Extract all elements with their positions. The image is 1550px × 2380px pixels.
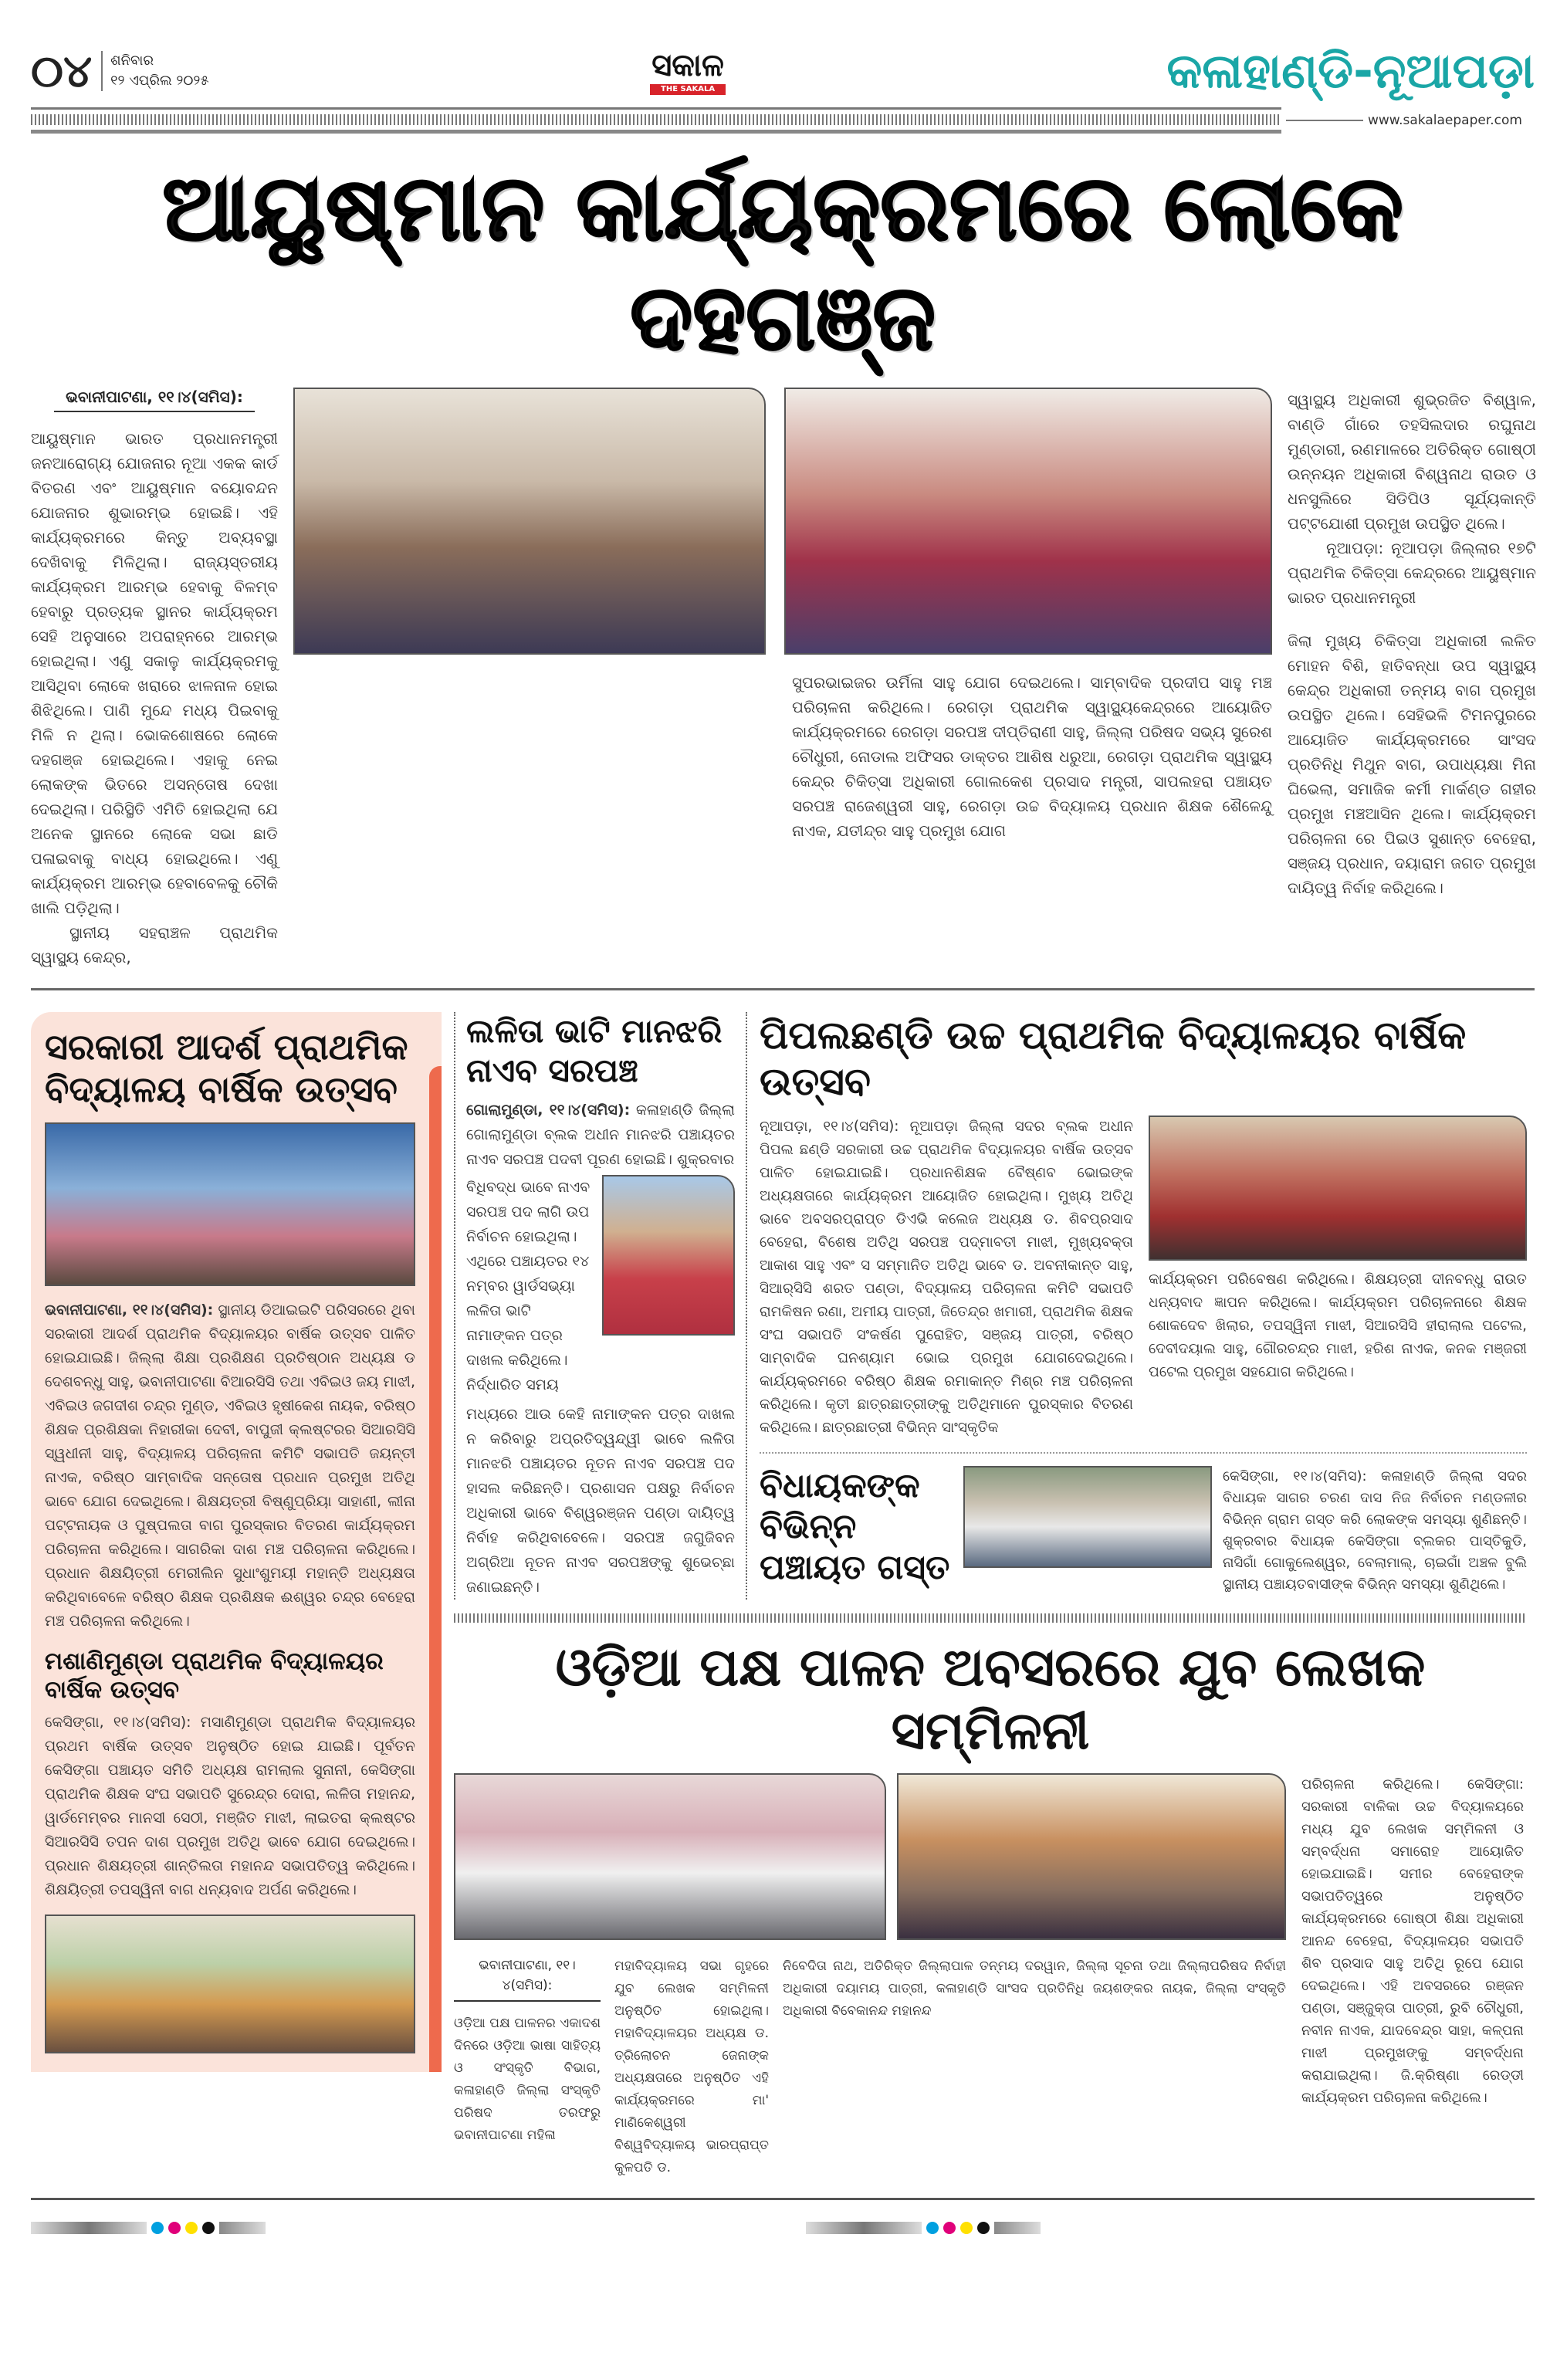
section-divider	[31, 988, 1535, 990]
main-center	[293, 388, 1272, 843]
youth-photos	[454, 1773, 1286, 1940]
photo-school-function	[45, 1122, 415, 1286]
lalita-body-bottom	[466, 1402, 735, 1600]
photo-mashanimunda-stage	[45, 1914, 415, 2053]
dateline: ଭବାନୀପାଟଣା, ୧୧।୪(ସମିସ):	[45, 1301, 214, 1319]
issue-day: ଶନିବାର	[110, 52, 154, 69]
paragraph: ଆୟୁଷ୍ମାନ ଭାରତ ପ୍ରଧାନମନ୍ତ୍ରୀ ଜନଆରୋଗ୍ୟ ଯୋଜନାର ନୂଆ ଏକକ କାର୍ଡ ବିତରଣ ଏବଂ ଆୟୁଷ୍ମାନ ବୟୋବନ୍ଦନ ଯୋଜନାର ଶୁଭାରମ୍ଭ ହୋଇଛି। ଏହି କାର୍ଯ୍ୟକ୍ରମରେ କିନ୍ତୁ ଅବ୍ୟବସ୍ଥା ଦେଖିବାକୁ ମିଳିଥିଲା। ରାଜ୍ୟସ୍ତରୀୟ କାର୍ଯ୍ୟକ୍ରମ ଆରମ୍ଭ ହେବାକୁ ବିଳମ୍ବ ହେବାରୁ ପ୍ରତ୍ୟକ ସ୍ଥାନର କାର୍ଯ୍ୟକ୍ରମ ସେହି ଅନୁସାରେ ଅପରାହ୍ନରେ ଆରମ୍ଭ ହୋଇଥିଲା। ଏଣୁ ସକାଳୁ କାର୍ଯ୍ୟକ୍ରମକୁ ଆସିଥିବା ଲୋକେ ଖରାରେ ଝାଳନାଳ ହୋଇ ଶିଝିଥିଲେ। ପାଣି ମୁନ୍ଦେ ମଧ୍ୟ ପିଇବାକୁ ମିଳି ନ ଥିଲା। ଭୋକଶୋଷରେ ଲୋକେ ଦହଗଞ୍ଜ ହୋଇଥିଲେ। ଏହାକୁ ନେଇ ଲୋକଙ୍କ ଭିତରେ ଅସନ୍ତୋଷ ଦେଖା ଦେଇଥିଲା। ପରିସ୍ଥିତି ଏମିତି ହୋଇଥିଲା ଯେ ଅନେକ ସ୍ଥାନରେ ଲୋକେ ସଭା ଛାଡି ପଳାଇବାକୁ ବାଧ୍ୟ ହୋଇଥିଲେ। ଏଣୁ କାର୍ଯ୍ୟକ୍ରମ ଆରମ୍ଭ ହେବାବେଳକୁ ଚୌକି ଖାଲି ପଡ଼ିଥିଲା।	[31, 429, 278, 918]
header-rules	[31, 107, 1535, 134]
youth-col-1	[454, 1955, 601, 2179]
bidhayak-headline: ବିଧାୟକଙ୍କ ବିଭିନ୍ନ ପଞ୍ଚାୟତ ଗସ୍ତ	[760, 1466, 950, 1587]
column-text	[454, 2013, 601, 2147]
dateline: କେସିଙ୍ଗା, ୧୧।୪(ସମିସ):	[45, 1713, 191, 1731]
main-column-1	[31, 388, 278, 970]
rule-stack	[31, 107, 1281, 134]
story-text: କଳାହାଣ୍ଡି ଜିଲ୍ଲା ଗୋଲାମୁଣ୍ଡା ବ୍ଲକ ଅଧୀନ ମାନଝରି ପଞ୍ଚାୟତର ନାଏବ ସରପଞ୍ଚ ପଦବୀ ପୂରଣ ହୋଇଛି। ଶୁକ୍ରବାର	[466, 1101, 735, 1168]
youth-main	[454, 1773, 1286, 2179]
story-text: ଓଡ଼ିଆ ପକ୍ଷ ପାଳନର ଏକାଦଶ ଦିନରେ ଓଡ଼ିଆ ଭାଷା ସାହିତ୍ୟ ଓ ସଂସ୍କୃତି ବିଭାଗ, କଳାହାଣ୍ଡି ଜିଲ୍ଲା ସଂସ୍କୃତି ପରିଷଦ ତରଫରୁ ଭବାନୀପାଟଣା ମହିଳା	[454, 2016, 601, 2144]
center-columns	[293, 670, 1272, 843]
main-column-right	[1288, 388, 1536, 900]
story-text: କାର୍ଯ୍ୟକ୍ରମ ପରିବେଷଣ କରିଥିଲେ। ଶିକ୍ଷୟତ୍ରୀ ଦୀନବନ୍ଧୁ ରାଉତ ଧନ୍ୟବାଦ ଜ୍ଞାପନ କରିଥିଲେ। କାର୍ଯ୍ୟକ୍ରମ ପରିଚାଳନାରେ ଶିକ୍ଷକ ଶୋକଦେବ ଖିଲାର, ତପସ୍ୱିନୀ ମାଝୀ, ସିଆରସିସି ହୀରାଲାଲ ପଟେଲ, ଦେବୀଦୟାଲ ସାହୁ, ଗୌରଚନ୍ଦ୍ର ମାଝୀ, ହରିଶ ନାଏକ, କନକ ମଞ୍ଜରୀ ପଟେଲ ପ୍ରମୁଖ ସହଯୋଗ କରିଥିଲେ।	[1149, 1271, 1527, 1381]
adarsha-headline: ସରକାରୀ ଆଦର୍ଶ ପ୍ରାଥମିକ ବିଦ୍ୟାଳୟ ବାର୍ଷିକ ଉତ୍ସବ	[45, 1026, 408, 1111]
photo-piplachhanti-award	[1149, 1116, 1527, 1261]
issue-date: ୧୨ ଏପ୍ରିଲ ୨୦୨୫	[110, 73, 209, 89]
right-area	[454, 1012, 1527, 2179]
photo-lalita-bhati	[602, 1175, 735, 1336]
hatched-rule	[31, 114, 1281, 125]
website-rule	[1286, 120, 1363, 121]
website[interactable]: www.sakalaepaper.com	[1368, 113, 1522, 128]
piplachhanti-body-left	[760, 1116, 1133, 1440]
color-registration-bar-left	[31, 2222, 266, 2234]
youth-headline: ଓଡ଼ିଆ ପକ୍ଷ ପାଳନ ଅବସରରେ ଯୁବ ଲେଖକ ସମ୍ମିଳନୀ	[555, 1637, 1426, 1762]
dateline: ନୂଆପଡ଼ା, ୧୧।୪(ସମିସ):	[760, 1119, 899, 1136]
piplachhanti-body-right	[1149, 1268, 1527, 1384]
dateline: ଭବାନୀପାଟଣା, ୧୧।୪(ସମିସ):	[66, 388, 243, 407]
main-column-2	[293, 670, 773, 843]
bidhayak-body	[1223, 1466, 1527, 1596]
story-text: ମଧ୍ୟରେ ଆଉ କେହି ନାମାଙ୍କନ ପତ୍ର ଦାଖଲ ନ କରିବାରୁ ଅପ୍ରତିଦ୍ୱନ୍ଦ୍ୱୀ ଭାବେ ଲଳିତା ମାନଝରି ପଞ୍ଚାୟତର ନୂତନ ନାଏବ ସରପଞ୍ଚ ପଦ ହାସଲ କରିଛନ୍ତି। ପ୍ରଶାସନ ପକ୍ଷରୁ ନିର୍ବାଚନ ଅଧିକାରୀ ଭାବେ ବିଶ୍ୱରଞ୍ଜନ ପଣ୍ଡା ଦାୟିତ୍ୱ ନିର୍ବାହ କରିଥିବାବେଳେ। ସରପଞ୍ଚ ଜଗୁଜିବନ ଅଗ୍ରିଆ ନୂତନ ନାଏବ ସରପଞ୍ଚଙ୍କୁ ଶୁଭେଚ୍ଛା ଜଣାଇଛନ୍ତି।	[466, 1405, 735, 1596]
paragraph: ସୁପରଭାଇଜର ଉର୍ମିଳା ସାହୁ ଯୋଗ ଦେଇଥଲେ। ସାମ୍ବାଦିକ ପ୍ରଦୀପ ସାହୁ ମଞ୍ଚ ପରିଚାଳନା କରିଥିଲେ। ରେଗଡ଼ା ପ୍ରାଥମିକ ସ୍ୱାସ୍ଥ୍ୟକେନ୍ଦ୍ରରେ ଆୟୋଜିତ କାର୍ଯ୍ୟକ୍ରମରେ ରେଗଡ଼ା ସରପଞ୍ଚ ଦୀପ୍ତିରାଣୀ ସାହୁ, ଜିଲ୍ଲା ପରିଷଦ ସଭ୍ୟ ସୁରେଶ ଚୌଧୁରୀ, ନୋଡାଲ ଅଫିସର ଡାକ୍ତର ଆଶିଷ ଧରୁଆ, ରେଗଡ଼ା ପ୍ରାଥମିକ ସ୍ୱାସ୍ଥ୍ୟ କେନ୍ଦ୍ର ଚିକିତ୍ସା ଅଧିକାରୀ ଗୋଲକେଶ ପ୍ରସାଦ ମନ୍ତ୍ରୀ, ସାପଲହରା ପଞ୍ଚାୟତ ସରପଞ୍ଚ ରାଜେଶ୍ୱରୀ ସାହୁ, ରେଗଡ଼ା ଉଚ୍ଚ ବିଦ୍ୟାଳୟ ପ୍ରଧାନ ଶିକ୍ଷକ ଶୈଳେନ୍ଦୁ ନାଏକ, ଯତୀନ୍ଦ୍ର ସାହୁ ପ୍ରମୁଖ ଯୋଗ	[792, 673, 1272, 841]
youth-col-2	[614, 1955, 769, 2179]
photo-youth-meet-stage	[454, 1773, 886, 1940]
section-title: କଳାହାଣ୍ଡି-ନୂଆପଡ଼ା	[1166, 42, 1535, 99]
issue-date-block	[101, 51, 208, 91]
story-text: ନୂଆପଡ଼ା ଜିଲ୍ଲା ସଦର ବ୍ଲକ ଅଧୀନ ପିପଲ ଛଣ୍ଡି ସରକାରୀ ଉଚ୍ଚ ପ୍ରାଥମିକ ବିଦ୍ୟାଳୟର ବାର୍ଷିକ ଉତ୍ସବ ପାଳିତ ହୋଇଯାଇଛି। ପ୍ରଧାନଶିକ୍ଷକ ବୈଷ୍ଣବ ଭୋଇଙ୍କ ଅଧ୍ୟକ୍ଷତାରେ କାର୍ଯ୍ୟକ୍ରମ ଆୟୋଜିତ ହୋଇଥିଲା। ମୁଖ୍ୟ ଅତିଥି ଭାବେ ଅବସରପ୍ରାପ୍ତ ଡିଏଭି କଲେଜ ଅଧ୍ୟକ୍ଷ ଡ. ଶିବପ୍ରସାଦ ବେହେରା, ବିଶେଷ ଅତିଥି ସରପଞ୍ଚ ପଦ୍ମାବତୀ ମାଝୀ, ମୁଖ୍ୟବକ୍ତା ଆକାଶ ସାହୁ ଏବଂ ସ ସମ୍ମାନିତ ଅତିଥି ଭାବେ ଡ. ଅବନୀକାନ୍ତ ସାହୁ, ସିଆର୍‌ସିସି ଶରତ ପଣ୍ଡା, ବିଦ୍ୟାଳୟ ପରିଚାଳନା କମିଟି ସଭାପତି ରାମକିଷନ ରଣା, ଅମୀୟ ପାତ୍ରୀ, ଜିତେନ୍ଦ୍ର ଖମାରୀ, ପ୍ରାଥମିକ ଶିକ୍ଷକ ସଂଘ ସଭାପତି ସଂକର୍ଷଣ ପୁରୋହିତ, ସଞ୍ଜୟ ପାତ୍ରୀ, ବରିଷ୍ଠ ସାମ୍ବାଦିକ ଘନଶ୍ୟାମ ଭୋଇ ପ୍ରମୁଖ ଯୋଗଦେଇଥିଲେ। କାର୍ଯ୍ୟକ୍ରମରେ ବରିଷ୍ଠ ଶିକ୍ଷକ ରମାକାନ୍ତ ମିଶ୍ର ମଞ୍ଚ ପରିଚାଳନା କରିଥିଲେ। କୃତୀ ଛାତ୍ରଛାତ୍ରୀଙ୍କୁ ଅତିଥିମାନେ ପୁରସ୍କାର ବିତରଣ କରିଥିଲେ। ଛାତ୍ରଛାତ୍ରୀ ବିଭିନ୍ନ ସାଂସ୍କୃତିକ	[760, 1119, 1133, 1437]
lower-section	[31, 1012, 1535, 2179]
main-headline: ଆୟୁଷ୍ମାନ କାର୍ଯ୍ୟକ୍ରମରେ ଲୋକେ ଦହଗଞ୍ଜ	[162, 154, 1403, 371]
paragraph: ସ୍ୱାସ୍ଥ୍ୟ ଅଧିକାରୀ ଶୁଭ୍ରଜିତ ବିଶ୍ୱାଳ, ବାଣ୍ଡି ଗାଁରେ ତହସିଲଦାର ରଘୁନାଥ ମୁଣ୍ଡାରୀ, ରଣମାଳରେ ଅତିରିକ୍ତ ଗୋଷ୍ଠୀ ଉନ୍ନୟନ ଅଧିକାରୀ ବିଶ୍ୱନାଥ ରାଉତ ଓ ଧନସୁଲିରେ ସିଡିପିଓ ସୂର୍ଯ୍ୟକାନ୍ତି ପଟ୍ଟଯୋଶୀ ପ୍ରମୁଖ ଉପସ୍ଥିତ ଥିଲେ।	[1288, 391, 1536, 533]
bidhayak-row	[760, 1466, 1527, 1596]
youth-col-3	[783, 1955, 1286, 2179]
lalita-body-top	[466, 1098, 735, 1172]
bottom-rule	[31, 130, 1281, 134]
sakala-logo	[638, 47, 738, 95]
youth-story	[454, 1773, 1527, 2179]
piplachhanti-row	[760, 1116, 1527, 1440]
youth-columns	[454, 1955, 1286, 2179]
column-text	[31, 426, 278, 970]
dateline: ଗୋଲାମୁଣ୍ଡା, ୧୧।୪(ସମିସ):	[466, 1101, 631, 1119]
color-registration-bar-right	[806, 2222, 1041, 2234]
lalita-side-row	[466, 1175, 735, 1397]
main-column-3	[792, 670, 1272, 843]
logo-subtitle: THE SAKALA	[650, 84, 726, 95]
top-row	[454, 1012, 1527, 1600]
photos-row	[293, 388, 1272, 655]
main-story	[31, 388, 1535, 970]
photo-youth-felicitation	[897, 1773, 1286, 1940]
main-dateline	[54, 388, 255, 412]
logo-text: ସକାଳ	[651, 48, 724, 83]
hatched-divider	[454, 1613, 1527, 1623]
story-text: ମହାବିଦ୍ୟାଳୟ ସଭା ଗୃହରେ ଯୁବ ଲେଖକ ସମ୍ମିଳନୀ ଅନୁଷ୍ଠିତ ହୋଇଥିଲା। ମହାବିଦ୍ୟାଳୟର ଅଧ୍ୟକ୍ଷ ଡ. ତ୍ରିଲୋଚନ ଜେନାଙ୍କ ଅଧ୍ୟକ୍ଷତାରେ ଅନୁଷ୍ଠିତ ଏହି କାର୍ଯ୍ୟକ୍ରମରେ ମା' ମାଣିକେଶ୍ୱରୀ ବିଶ୍ୱବିଦ୍ୟାଳୟ ଭାରପ୍ରାପ୍ତ କୁଳପତି ଡ.	[614, 1959, 769, 2176]
youth-dateline-wrap	[454, 1955, 601, 2002]
story-text: ସ୍ଥାନୀୟ ଡିଆଇଇଟି ପରିସରରେ ଥିବା ସରକାରୀ ଆଦର୍ଶ ପ୍ରାଥମିକ ବିଦ୍ୟାଳୟର ବାର୍ଷିକ ଉତ୍ସବ ପାଳିତ ହୋଇଯାଇଛି। ଜିଲ୍ଲା ଶିକ୍ଷା ପ୍ରଶିକ୍ଷଣ ପ୍ରତିଷ୍ଠାନ ଅଧ୍ୟକ୍ଷ ଡ ଦେଶବନ୍ଧୁ ସାହୁ, ଭବାନୀପାଟଣା ବିଆରସିସି ତଥା ଏବିଇଓ ଜୟ ମାଝୀ, ଏବିଇଓ ଜଗଦୀଶ ଚନ୍ଦ୍ର ମୁଣ୍ଡ, ଏବିଇଓ ହୃଷୀକେଶ ନାୟକ, ବରିଷ୍ଠ ଶିକ୍ଷକ ପ୍ରଶିକ୍ଷକା ନିହାରୀକା ଦେବୀ, ବାପୁଜୀ କ୍ଲଷ୍ଟରର ସିଆରସିସି ସ୍ୱଧୀନୀ ସାହୁ, ବିଦ୍ୟାଳୟ ପରିଚାଳନା କମିଟି ସଭାପତି ଜୟନ୍ତୀ ନାଏକ, ବରିଷ୍ଠ ସାମ୍ବାଦିକ ସନ୍ତୋଷ ପ୍ରଧାନ ପ୍ରମୁଖ ଅତିଥି ଭାବେ ଯୋଗ ଦେଇଥିଲେ। ଶିକ୍ଷୟତ୍ରୀ ବିଷ୍ଣୁପ୍ରିୟା ସାହାଣୀ, ଲୀନା ପଟ୍ଟନାୟକ ଓ ପୁଷ୍ପଲତା ବାଗ ପୁରସ୍କାର ବିତରଣ କାର୍ଯ୍ୟକ୍ରମ ପରିଚାଳନା କରିଥିଲେ। ସାଗରିକା ଦାଶ ମଞ୍ଚ ପରିଚାଳନା କରିଥିଲେ। ପ୍ରଧାନ ଶିକ୍ଷୟିତ୍ରୀ ମେରୀଲିନ ସୁଧାଂଶୁମୟୀ ମହାନ୍ତି ଅଧ୍ୟକ୍ଷତା କରିଥିବାବେଳେ ବରିଷ୍ଠ ଶିକ୍ଷକ ପ୍ରଶିକ୍ଷକ ଈଶ୍ୱର ଚନ୍ଦ୍ର ବେହେରା ମଞ୍ଚ ପରିଚାଳନା କରିଥିଲେ।	[45, 1301, 416, 1630]
footer	[31, 2198, 1535, 2234]
school-stories-box	[31, 1012, 442, 2072]
lalita-body-side	[466, 1175, 593, 1397]
masthead	[31, 0, 1535, 100]
lalita-headline: ଲଳିତା ଭାଟି ମାନଝରି ନାଏବ ସରପଞ୍ଚ	[466, 1012, 723, 1089]
story-text: ମସାଣିମୁଣ୍ଡା ପ୍ରାଥମିକ ବିଦ୍ୟାଳୟର ପ୍ରଥମ ବାର୍ଷିକ ଉତ୍ସବ ଅନୁଷ୍ଠିତ ହୋଇ ଯାଇଛି। ପୂର୍ବତନ କେସିଙ୍ଗା ପଞ୍ଚାୟତ ସମିତି ଅଧ୍ୟକ୍ଷ ରାମଲାଲ ସୁନାନୀ, କେସିଙ୍ଗା ପ୍ରାଥମିକ ଶିକ୍ଷକ ସଂଘ ସଭାପତି ସୁରେନ୍ଦ୍ର ଦୋରା, ଲଳିତା ମହାନନ୍ଦ, ୱାର୍ଡମେମ୍ବର ମାନସୀ ସେଠୀ, ମଞ୍ଜିତ ମାଝୀ, ଲାଇତରା କ୍ଲଷ୍ଟର ସିଆରସିସି ତପନ ଦାଶ ପ୍ରମୁଖ ଅତିଥି ଭାବେ ଯୋଗ ଦେଇଥିଲେ। ପ୍ରଧାନ ଶିକ୍ଷୟତ୍ରୀ ଶାନ୍ତିଲତା ମହାନନ୍ଦ ସଭାପତିତ୍ୱ କରିଥିଲେ। ଶିକ୍ଷୟିତ୍ରୀ ତପସ୍ୱିନୀ ବାଗ ଧନ୍ୟବାଦ ଅର୍ପଣ କରିଥିଲେ।	[45, 1713, 415, 1898]
lalita-story	[454, 1012, 747, 1600]
paragraph: ଜିଲା ମୁଖ୍ୟ ଚିକିତ୍ସା ଅଧିକାରୀ ଲଳିତ ମୋହନ ବିଶି, ହାତିବନ୍ଧା ଉପ ସ୍ୱାସ୍ଥ୍ୟ କେନ୍ଦ୍ର ଅଧିକାରୀ ତନ୍ମୟ ବାଗ ପ୍ରମୁଖ ଉପସ୍ଥିତ ଥିଲେ। ସେହିଭଳି ଟିମନପୁରରେ ଆୟୋଜିତ କାର୍ଯ୍ୟକ୍ରମରେ ସାଂସଦ ପ୍ରତିନିଧି ମିଥୁନ ବାଗ, ଉପାଧ୍ୟକ୍ଷା ମିନା ଘିଭେଲା, ସମାଜିକ କର୍ମୀ ମାର୍କଣ୍ଡ ଗହୀର ପ୍ରମୁଖ ମଞ୍ଚଆସିନ ଥିଲେ। କାର୍ଯ୍ୟକ୍ରମ ପରିଚାଳନା ରେ ପିଇଓ ସୁଶାନ୍ତ ବେହେରା, ସଞ୍ଜୟ ପ୍ରଧାନ, ଦୟାରାମ ଜଗତ ପ୍ରମୁଖ ଦାୟିତ୍ୱ ନିର୍ବାହ କରିଥିଲେ।	[1288, 631, 1536, 898]
piplachhanti-right	[1149, 1116, 1527, 1384]
story-text: କଳାହାଣ୍ଡି ଜିଲ୍ଲା ସଦର ବିଧାୟକ ସାଗର ଚରଣ ଦାସ ନିଜ ନିର୍ବାଚନ ମଣ୍ଡଳୀର ବିଭିନ୍ନ ଗ୍ରାମ ଗସ୍ତ କରି ଲୋକଙ୍କ ସମସ୍ୟା ଶୁଣିଛନ୍ତି। ଶୁକ୍ରବାର ବିଧାୟକ କେସିଙ୍ଗା ବ୍ଲକର ପାସ୍ତିକୁଡି, ନାସିଗାଁ ଗୋକୁଲେଶ୍ୱର, ବେଲାମାଲ୍, ଚାଇଗାଁ ଅଞ୍ଚଳ ବୁଲି ସ୍ଥାନୀୟ ପଞ୍ଚାୟତବାସୀଙ୍କ ବିଭିନ୍ନ ସମସ୍ୟା ଶୁଣିଥିଲେ।	[1223, 1468, 1527, 1593]
youth-right-column	[1301, 1773, 1524, 2109]
dateline: ଭବାନୀପାଟଣା, ୧୧।୪(ସମିସ):	[479, 1958, 576, 1994]
story-text: ବିଧିବଦ୍ଧ ଭାବେ ନାଏବ ସରପଞ୍ଚ ପଦ ଲାଗି ଉପ ନିର୍ବାଚନ ହୋଇଥିଲା। ଏଥିରେ ପଞ୍ଚାୟତର ୧୪ ନମ୍ବର ୱାର୍ଡସଭ୍ୟା ଲଳିତା ଭାଟି ନାମାଙ୍କନ ପତ୍ର ଦାଖଲ କରିଥିଲେ। ନିର୍ଦ୍ଧାରିତ ସମୟ	[466, 1178, 591, 1393]
paragraph: ନୂଆପଡ଼ା: ନୂଆପଡ଼ା ଜିଲ୍ଲାର ୧୭ଟି ପ୍ରାଥମିକ ଚିକିତ୍ସା କେନ୍ଦ୍ରରେ ଆୟୁଷ୍ମାନ ଭାରତ ପ୍ରଧାନମନ୍ତ୍ରୀ	[1288, 539, 1536, 608]
adarsha-body	[45, 1298, 415, 1633]
mashanimunda-body	[45, 1711, 415, 1902]
issue-info	[31, 46, 209, 96]
mashanimunda-headline: ମଶାଣିମୁଣ୍ଡା ପ୍ରାଥମିକ ବିଦ୍ୟାଳୟର ବାର୍ଷିକ ଉତ୍ସବ	[45, 1647, 384, 1704]
piplachhanti-headline: ପିପଲଛଣ୍ଡି ଉଚ୍ଚ ପ୍ରାଥମିକ ବିଦ୍ୟାଳୟର ବାର୍ଷିକ ଉତ୍ସବ	[760, 1013, 1467, 1105]
photo-card-distribution	[293, 388, 766, 655]
top-rule	[31, 107, 1281, 110]
page-number: ୦୪	[31, 45, 93, 97]
paragraph: ସ୍ଥାନୀୟ ସହରାଞ୍ଚଳ ପ୍ରାଥମିକ ସ୍ୱାସ୍ଥ୍ୟ କେନ୍ଦ୍ର,	[31, 923, 278, 967]
story-text: ପରିଚାଳନା କରିଥିଲେ। କେସିଙ୍ଗା: ସରକାରୀ ବାଳିକା ଉଚ୍ଚ ବିଦ୍ୟାଳୟରେ ମଧ୍ୟ ଯୁବ ଲେଖକ ସମ୍ମିଳନୀ ଓ ସମ୍ବର୍ଦ୍ଧନା ସମାରୋହ ଆୟୋଜିତ ହୋଇଯାଇଛି। ସମୀର ବେହେରାଙ୍କ ସଭାପତିତ୍ୱରେ ଅନୁଷ୍ଠିତ କାର୍ଯ୍ୟକ୍ରମରେ ଗୋଷ୍ଠୀ ଶିକ୍ଷା ଅଧିକାରୀ ଆନନ୍ଦ ବେହେରା, ବିଦ୍ୟାଳୟର ସଭାପତି ଶିବ ପ୍ରସାଦ ସାହୁ ଅତିଥି ରୂପେ ଯୋଗ ଦେଇଥିଲେ। ଏହି ଅବସରରେ ରଞ୍ଜନ ପଣ୍ଡା, ସଞ୍ଜୁକ୍ତା ପାତ୍ରୀ, ରୁବି ଚୌଧୁରୀ, ନବୀନ ନାଏକ, ଯାଦବେନ୍ଦ୍ର ସାହା, କଳ୍ପନା ମାଝୀ ପ୍ରମୁଖଙ୍କୁ ସମ୍ବର୍ଦ୍ଧନା କରାଯାଇଥିଲା। ଜି.କ୍ରିଷ୍ଣା ରେଡ୍ଡୀ କାର୍ଯ୍ୟକ୍ରମ ପରିଚାଳନା କରିଥିଲେ।	[1301, 1776, 1524, 2107]
story-divider	[760, 1452, 1527, 1454]
photo-women-with-cards	[784, 388, 1272, 655]
piplachhanti-bidhayak-area	[760, 1012, 1527, 1596]
photo-mla-villagers	[963, 1466, 1212, 1568]
dateline: କେସିଙ୍ଗା, ୧୧।୪(ସମିସ):	[1223, 1468, 1367, 1485]
story-text: ନିବେଦିତା ନାଥ, ଅତିରିକ୍ତ ଜିଲ୍ଲାପାଳ ତନ୍ମୟ ଦରୱାନ, ଜିଲ୍ଲା ସୂଚନା ତଥା ଜିଲ୍ଲାପରିଷଦ ନିର୍ବାହୀ ଅଧିକାରୀ ଦୟାମୟ ପାତ୍ରୀ, କଳାହାଣ୍ଡି ସାଂସଦ ପ୍ରତିନିଧି ଜୟଶଙ୍କର ନାୟକ, ଜିଲ୍ଲା ସଂସ୍କୃତି ଅଧିକାରୀ ବିବେକାନନ୍ଦ ମହାନନ୍ଦ	[783, 1959, 1286, 2019]
